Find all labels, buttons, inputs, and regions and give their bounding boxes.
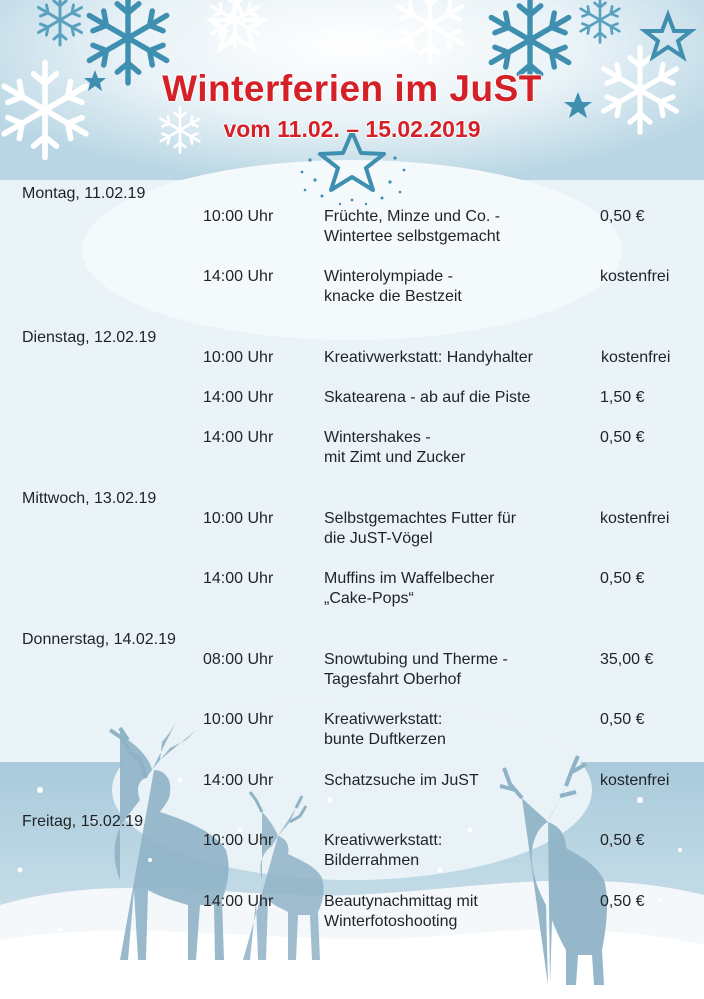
page-title: Winterferien im JuST: [162, 68, 542, 109]
event-price: 1,50 €: [600, 389, 645, 406]
event-price: 0,50 €: [600, 711, 645, 728]
event-price: 0,50 €: [600, 893, 645, 910]
event-activity: Schatzsuche im JuST: [324, 772, 479, 789]
event-activity: Selbstgemachtes Futter für die JuST-Vögel: [324, 510, 517, 547]
event-price: 0,50 €: [600, 429, 645, 446]
event-activity: Wintershakes - mit Zimt und Zucker: [324, 429, 466, 466]
event-price: 0,50 €: [600, 832, 645, 849]
event-time: 14:00 Uhr: [203, 268, 274, 285]
event-activity: Skatearena - ab auf die Piste: [324, 389, 531, 406]
event-time: 08:00 Uhr: [203, 651, 274, 668]
day-label-mittwoch: Mittwoch, 13.02.19: [22, 490, 157, 507]
date-range-subtitle: vom 11.02. – 15.02.2019: [223, 116, 481, 142]
event-time: 14:00 Uhr: [203, 570, 274, 587]
event-activity: Früchte, Minze und Co. - Wintertee selbstgemacht: [324, 208, 501, 245]
event-time: 14:00 Uhr: [203, 429, 274, 446]
event-time: 14:00 Uhr: [203, 389, 274, 406]
event-activity: Winterolympiade - knacke die Bestzeit: [324, 268, 462, 305]
day-label-donnerstag: Donnerstag, 14.02.19: [22, 631, 176, 648]
event-price: 0,50 €: [600, 570, 645, 587]
event-time: 14:00 Uhr: [203, 772, 274, 789]
event-time: 14:00 Uhr: [203, 893, 274, 910]
event-time: 10:00 Uhr: [203, 510, 274, 527]
event-price: kostenfrei: [600, 772, 670, 789]
day-label-montag: Montag, 11.02.19: [22, 185, 146, 202]
event-activity: Kreativwerkstatt: bunte Duftkerzen: [324, 711, 446, 748]
day-label-dienstag: Dienstag, 12.02.19: [22, 329, 157, 346]
event-price: kostenfrei: [601, 349, 671, 366]
event-price: 35,00 €: [600, 651, 654, 668]
event-activity: Beautynachmittag mit Winterfotoshooting: [324, 893, 478, 930]
event-time: 10:00 Uhr: [203, 711, 274, 728]
event-price: kostenfrei: [600, 268, 670, 285]
event-activity: Snowtubing und Therme - Tagesfahrt Oberhof: [324, 651, 508, 688]
day-label-freitag: Freitag, 15.02.19: [22, 813, 143, 830]
event-activity: Muffins im Waffelbecher „Cake-Pops“: [324, 570, 495, 607]
event-price: 0,50 €: [600, 208, 645, 225]
event-price: kostenfrei: [600, 510, 670, 527]
event-time: 10:00 Uhr: [203, 832, 274, 849]
event-activity: Kreativwerkstatt: Bilderrahmen: [324, 832, 443, 869]
event-time: 10:00 Uhr: [203, 349, 274, 366]
event-activity: Kreativwerkstatt: Handyhalter: [324, 349, 533, 366]
event-time: 10:00 Uhr: [203, 208, 274, 225]
